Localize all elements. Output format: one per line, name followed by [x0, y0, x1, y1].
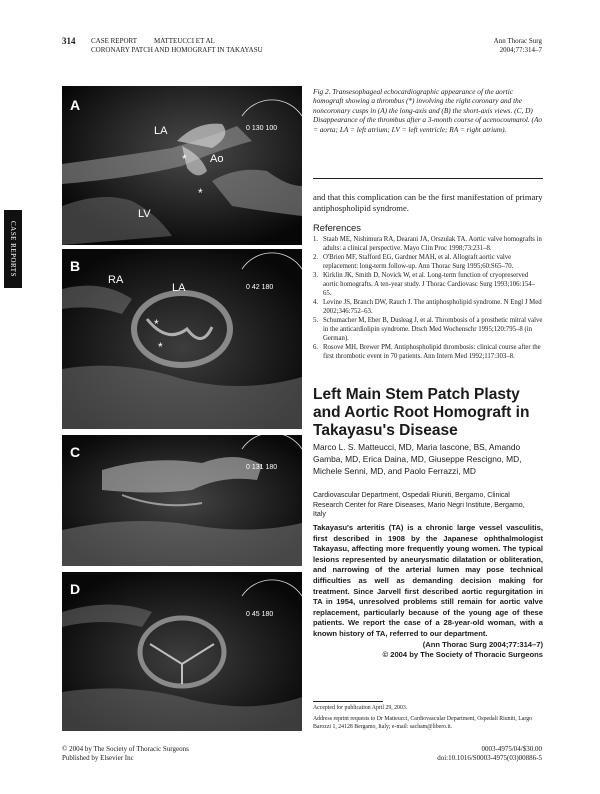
label-la: LA: [172, 282, 186, 294]
abstract-copyright: © 2004 by The Society of Thoracic Surgeons: [382, 650, 543, 660]
article-affiliation: Cardiovascular Department, Ospedali Riuniti, Bergamo, Clinical Research Center for Rare Diseases, Mario Negri Institute, Bergamo, Italy: [313, 492, 525, 518]
thrombus-marker: *: [158, 340, 163, 354]
running-title: CORONARY PATCH AND HOMOGRAFT IN TAKAYASU: [91, 45, 263, 54]
echo-panel-d: [62, 572, 302, 731]
journal-name: Ann Thorac Surg: [493, 37, 542, 45]
abstract-text: Takayasu's arteritis (TA) is a chronic large vessel vasculitis, first described in 1908 by the Japanese ophthalmologist Takayasu, affecting more frequently young women. The typical lesions represented by aneurysmatic dilatation or obliteration, and narrowing of the arterial lumen may pose technical difficulties as well as demanding decision making for treatment. Since Jarvell first described aortic regurgitation in TA in 1954, unresolved problems still remain for aortic valve replacement, particularly because of the young age of these patients. We report the case of a 28-year-old woman, with a known history of TA, referred to our department.: [313, 523, 543, 638]
authors-short: MATTEUCCI ET AL: [154, 37, 215, 45]
page-number: 314: [62, 36, 76, 46]
section-side-tab: CASE REPORTS: [4, 210, 22, 288]
running-header: [62, 37, 542, 55]
echo-panel-c: [62, 435, 302, 566]
bottom-issn: 0003-4975/04/$30.00: [481, 745, 542, 753]
label-la: LA: [154, 125, 168, 137]
echo-panel-b: [62, 249, 302, 429]
thrombus-marker: *: [198, 186, 203, 200]
reference-list: [313, 236, 543, 362]
footnote-divider: [313, 701, 383, 702]
bottom-copyright: © 2004 by The Society of Thoracic Surgeons: [62, 745, 189, 753]
abstract-citation: (Ann Thorac Surg 2004;77:314–7): [422, 639, 543, 649]
footnote-address: Address reprint requests to Dr Matteucci, Cardiovascular Department, Ospedali Riuniti, Largo Barozzi 1, 24128 Bergamo, Italy; e-mail: sacham@libero.it.: [313, 716, 532, 730]
panel-letter: C: [70, 444, 81, 460]
bottom-doi: doi:10.1016/S0003-4975(03)00886-5: [437, 754, 542, 762]
echo-panel-a: [62, 86, 302, 245]
reference-item: 2. O'Brien MF, Stafford EG, Gardner MAH, et al. Allograft aortic valve replacement: long-term follow-up. Ann Thorac Surg 1995;60:S65–70.: [313, 254, 514, 270]
probe-angle-readout: 0 130 100: [246, 125, 278, 132]
thrombus-marker: *: [182, 152, 187, 166]
section-label: CASE REPORT: [91, 37, 138, 45]
panel-letter: A: [70, 97, 81, 113]
footnote-accepted: Accepted for publication April 29, 2003.: [313, 705, 408, 711]
previous-article-ending: and that this complication can be the first manifestation of primary antiphospholipid syndrome.: [313, 192, 543, 213]
label-ao: Ao: [210, 153, 224, 165]
probe-angle-readout: 0 131 180: [246, 464, 278, 471]
probe-angle-readout: 0 42 180: [246, 284, 274, 291]
references-heading: References: [313, 222, 361, 233]
caption-divider: [313, 178, 543, 179]
panel-letter: D: [70, 581, 81, 597]
reference-item: 4. Levine JS, Branch DW, Rauch J. The antiphospholipid syndrome. N Engl J Med 2002;346:752–63.: [313, 299, 542, 315]
reference-item: 5. Schumacher M, Eber B, Dusleag J, et al. Thrombosis of a prosthetic mitral valve in the anticardiolipin syndrome. Dtsch Med Wochenschr 1995;120:795–8 (in German).: [313, 317, 543, 342]
label-ra: RA: [108, 274, 124, 286]
figure-caption: Fig 2. Transesophageal echocardiographic appearance of the aortic homograft showing a thrombus (*) involving the right coronary and the noncoronary cusps in (A) the long-axis and (B) the short-axis views. (C, D) Disappearance of the thrombus after a 3-month course of acenocoumarol. (Ao = aorta; LA = left atrium; LV = left ventricle; RA = right atrium).: [313, 87, 543, 134]
article-authors: Marco L. S. Matteucci, MD, Maria Iascone, BS, Amando Gamba, MD, Erica Daina, MD, Giuseppe Rescigno, MD, Michele Senni, MD, and Paolo Ferrazzi, MD: [313, 442, 522, 476]
label-lv: LV: [138, 208, 151, 220]
reference-item: 1. Staab ME, Nishimura RA, Dearani JA, Orszulak TA. Aortic valve homografts in adults: a clinical perspective. Mayo Clin Proc 1998;73:231–8.: [313, 236, 542, 252]
bottom-publisher: Published by Elsevier Inc: [62, 754, 134, 762]
reference-item: 6. Rosove MH, Brewer PM. Antiphospholipid thrombosis: clinical course after the first thrombotic event in 70 patients. Ann Intern Med 1992;117:303–8.: [313, 344, 541, 360]
panel-letter: B: [70, 258, 81, 274]
volume-info: 2004;77:314–7: [499, 45, 542, 54]
article-abstract: [313, 523, 543, 661]
reference-item: 3. Kirklin JK, Smith D, Novick W, et al. Long-term function of cryopreserved aortic homografts. A ten-year study. J Thorac Cardiovasc Surg 1993;106:154–65.: [313, 272, 536, 297]
thrombus-marker: *: [154, 317, 159, 331]
article-title: Left Main Stem Patch Plasty and Aortic Root Homograft in Takayasu's Disease: [313, 386, 530, 439]
probe-angle-readout: 0 45 180: [246, 611, 274, 618]
